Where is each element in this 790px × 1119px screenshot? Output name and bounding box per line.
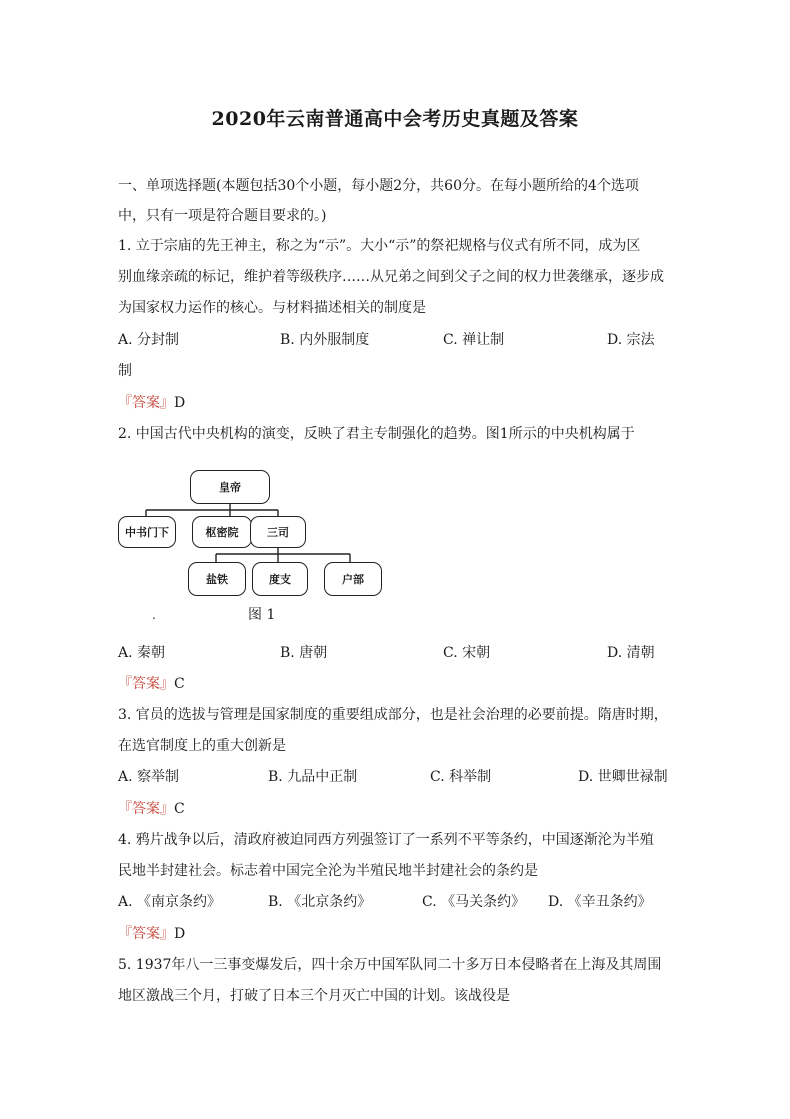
node-sansi: 三司 <box>250 516 306 548</box>
page-title: 2020年云南普通高中会考历史真题及答案 <box>211 108 579 130</box>
q1-line1: 1. 立于宗庙的先王神主，称之为“示”。大小“示”的祭祀规格与仪式有所不同，成为区 <box>118 238 641 254</box>
q4-option-a: A. 《南京条约》 <box>118 894 222 910</box>
answer-value: D <box>174 926 186 942</box>
q1-answer <box>118 393 185 413</box>
answer-value: C <box>174 801 185 817</box>
q2-option-c: C. 宋朝 <box>443 645 491 661</box>
q1-option-b: B. 内外服制度 <box>280 332 370 348</box>
q3-option-b: B. 九品中正制 <box>268 769 358 785</box>
section-header-line1: 一、单项选择题(本题包括30个小题，每小题2分，共60分。在每小题所给的4个选项 <box>118 178 639 194</box>
q3-option-c: C. 科举制 <box>430 769 492 785</box>
node-shumiyuan: 枢密院 <box>192 516 252 548</box>
node-yantie: 盐铁 <box>188 562 246 596</box>
q5-line2: 地区激战三个月，打破了日本三个月灭亡中国的计划。该战役是 <box>118 988 510 1004</box>
q1-line2: 别血缘亲疏的标记，维护着等级秩序……从兄弟之间到父子之间的权力世袭继承，逐步成 <box>118 269 664 285</box>
q1-option-d-wrap: 制 <box>118 363 132 379</box>
q4-option-c: C. 《马关条约》 <box>422 894 526 910</box>
answer-label: 『答案』 <box>118 801 174 817</box>
q3-line1: 3. 官员的选拔与管理是国家制度的重要组成部分，也是社会治理的必要前提。隋唐时期， <box>118 707 668 723</box>
section-header-line2: 中，只有一项是符合题目要求的。) <box>118 208 327 224</box>
node-emperor: 皇帝 <box>190 470 270 504</box>
answer-value: C <box>174 676 185 692</box>
q5-line1: 5. 1937年八一三事变爆发后，四十余万中国军队同二十多万日本侵略者在上海及其周围 <box>118 957 662 973</box>
q1-option-d: D. 宗法 <box>607 332 655 348</box>
q4-option-b: B. 《北京条约》 <box>268 894 372 910</box>
q3-option-d: D. 世卿世禄制 <box>578 769 668 785</box>
q1-line3: 为国家权力运作的核心。与材料描述相关的制度是 <box>118 300 426 316</box>
figure-caption: 图 1 <box>248 607 276 623</box>
q3-option-a: A. 察举制 <box>118 769 180 785</box>
figure-mark: . <box>152 608 156 622</box>
answer-value: D <box>174 395 186 411</box>
q2-option-b: B. 唐朝 <box>280 645 328 661</box>
q3-line2: 在选官制度上的重大创新是 <box>118 738 286 754</box>
answer-label: 『答案』 <box>118 926 174 942</box>
node-hubu: 户部 <box>324 562 382 596</box>
q2-line1: 2. 中国古代中央机构的演变，反映了君主专制强化的趋势。图1所示的中央机构属于 <box>118 426 635 442</box>
node-duzhi: 度支 <box>252 562 308 596</box>
q3-answer <box>118 799 185 819</box>
q4-option-d: D. 《辛丑条约》 <box>548 894 652 910</box>
q1-option-c: C. 禅让制 <box>443 332 505 348</box>
q4-line1: 4. 鸦片战争以后，清政府被迫同西方列强签订了一系列不平等条约，中国逐渐沦为半殖 <box>118 832 654 848</box>
answer-label: 『答案』 <box>118 395 174 411</box>
q2-option-d: D. 清朝 <box>607 645 655 661</box>
answer-label: 『答案』 <box>118 676 174 692</box>
q4-answer <box>118 924 185 944</box>
q1-option-a: A. 分封制 <box>118 332 180 348</box>
org-chart-diagram <box>118 466 388 626</box>
q4-line2: 民地半封建社会。标志着中国完全沦为半殖民地半封建社会的条约是 <box>118 863 538 879</box>
q2-option-a: A. 秦朝 <box>118 645 166 661</box>
q2-answer <box>118 674 185 694</box>
node-zhongshu-menxia: 中书门下 <box>118 516 176 548</box>
